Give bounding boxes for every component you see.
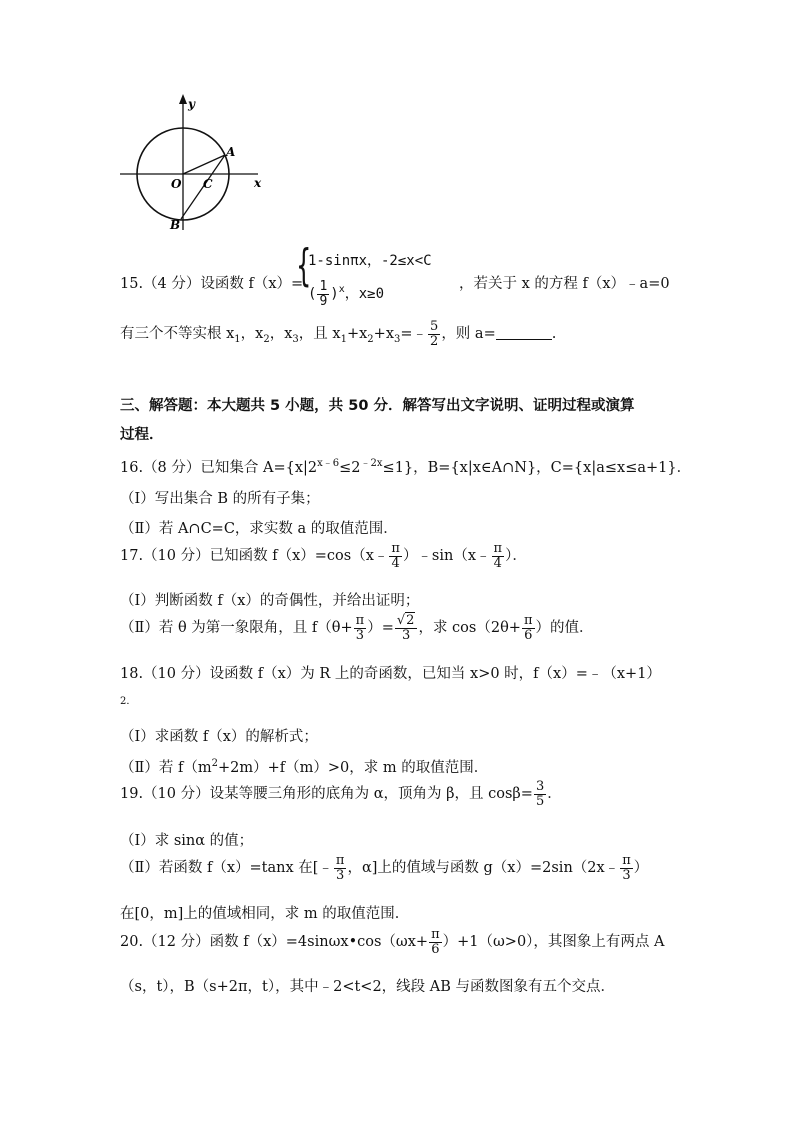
q16-part2: （Ⅱ）若 A∩C=C，求实数 a 的取值范围． <box>120 521 398 537</box>
q15-tail: ，若关于 x 的方程 f（x）﹣a=0 <box>459 276 670 292</box>
section3-heading-line1: 三、解答题：本大题共 5 小题，共 50 分．解答写出文字说明、证明过程或演算 <box>120 398 635 414</box>
q20-line2: （s，t），B（s+2π，t），其中﹣2<t<2，线段 AB 与函数图象有五个交点． <box>120 979 616 995</box>
q16-part1: （Ⅰ）写出集合 B 的所有子集； <box>120 491 320 507</box>
q17-main: 17.（10 分）已知函数 f（x）=cos（x﹣ $\frac{\pi}{4}$ ）﹣sin（x﹣ $\frac{\pi}{4}$ ）． <box>120 541 527 571</box>
q18-part1: （Ⅰ）求函数 f（x）的解析式； <box>120 729 318 745</box>
q19-part1: （Ⅰ）求 sinα 的值； <box>120 833 254 849</box>
q15-piece2: ( $\frac{1}{9}$ )$^x$，x≥0 <box>308 279 385 309</box>
q19-part2-line2: 在[0，m]上的值域相同，求 m 的取值范围． <box>120 906 410 922</box>
q20-main: 20.（12 分）函数 f（x）=4sinωx•cos（ωx+ $\frac{\pi}{6}$ ）+1（ω>0），其图象上有两点 A <box>120 927 665 957</box>
label-o: O <box>171 177 182 191</box>
label-a: A <box>226 145 236 159</box>
q18-part2: （Ⅱ）若 $f(m^2+2m)+f(m)>0$，求 m 的取值范围． <box>120 758 489 776</box>
label-b: B <box>170 218 181 232</box>
answer-blank[interactable] <box>496 325 552 340</box>
q19-part2: （Ⅱ）若函数 f（x）=tanx 在[﹣ $\frac{\pi}{3}$ ，α]上的值域与函数 g（x）=2sin（2x﹣ $\frac{\pi}{3}$ ） <box>120 853 649 883</box>
q15-head: 15.（4 分）设函数 f（x）= <box>120 276 304 292</box>
q19-main: 19.（10 分）设某等腰三角形的底角为 α，顶角为 β，且 cosβ= $\frac{3}{5}$ ． <box>120 779 562 809</box>
q18-main: 18.（10 分）设函数 f（x）为 R 上的奇函数，已知当 x>0 时，f（x）=﹣（x+1） <box>120 666 661 682</box>
label-x: x <box>254 176 262 190</box>
section3-heading-line2: 过程． <box>120 427 164 443</box>
q15-piece1: 1-sinπx，-2≤x<C <box>308 253 432 269</box>
q15-line2: 有三个不等实根 $x_1$，$x_2$，$x_3$，且 $x_1+x_2+x_3=﹣$ $\frac{5}{2}$ ，则 a= . <box>120 319 557 349</box>
q17-part1: （Ⅰ）判断函数 f（x）的奇偶性，并给出证明； <box>120 593 420 609</box>
q15-brace: { <box>296 240 312 291</box>
q17-part2: （Ⅱ）若 θ 为第一象限角，且 f（θ+ $\frac{\pi}{3}$ ）= $\frac{√2}{3}$ ，求 cos（2θ+ $\frac{\pi}{6}$ ）的值． <box>120 613 594 643</box>
y-axis-arrow <box>179 94 187 104</box>
unit-circle-figure <box>118 92 268 234</box>
q16-main: 16.（8 分）已知集合 $A=\{x|2^{x﹣6}\le 2^{﹣2x}\le 1\}$，B={x|x∈A∩N}，C={x|a≤x≤a+1}． <box>120 458 692 476</box>
label-c: C <box>203 177 213 191</box>
q18-exp: 2． <box>120 696 137 707</box>
label-y: y <box>188 97 195 111</box>
